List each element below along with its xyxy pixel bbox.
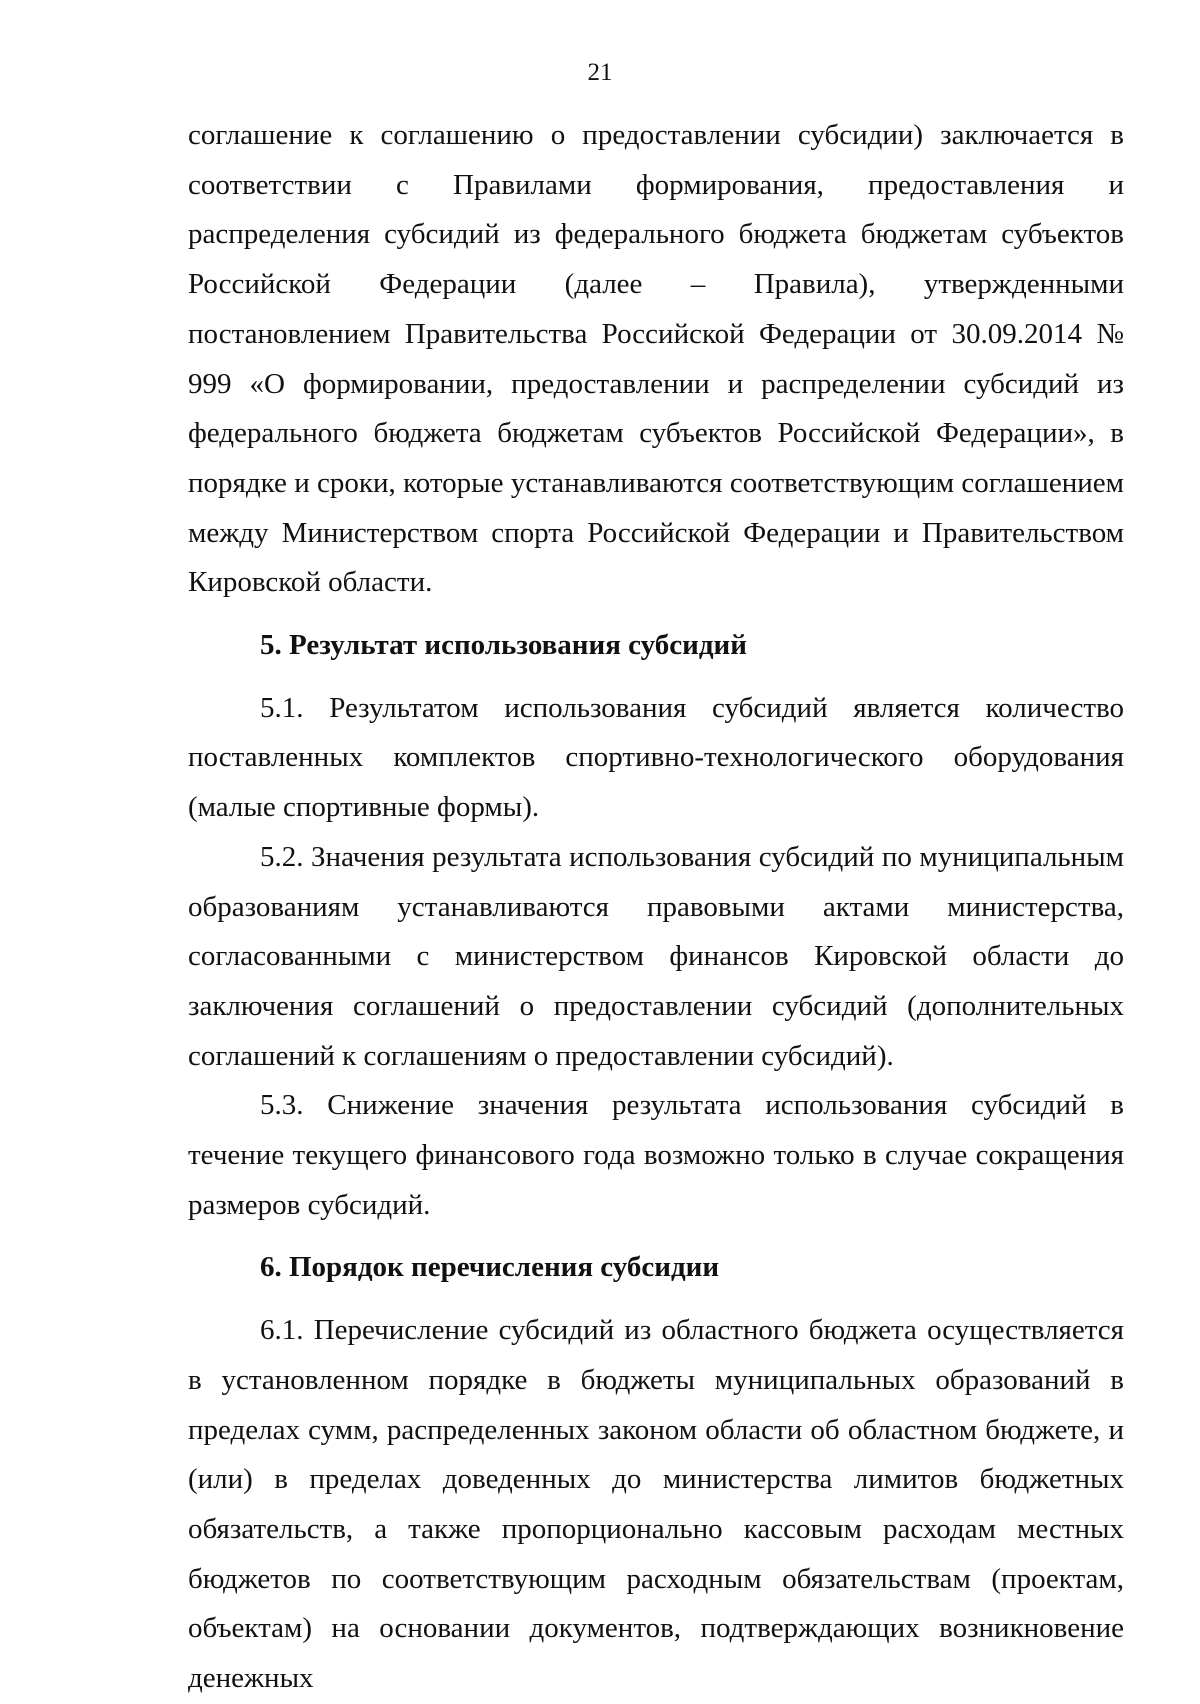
paragraph-intro: соглашение к соглашению о предоставлении субсидии) заключается в соответствии с Правилами формирования, предоставления и распределения субсидий из федерального бюджета бюджетам субъектов Российской Федерации (далее – Правила), утвержденными постановлением Правительства Российской Федерации от 30.09.2014 № 999 «О формировании, предоставлении и распределении субсидий из федерального бюджета бюджетам субъектов Российской Федерации», в порядке и сроки, которые устанавливаются соответствующим соглашением между Министерством спорта Российской Федерации и Правительством Кировской области. xyxy=(188,119,1124,599)
page-number: 21 xyxy=(587,59,613,86)
section-heading-5: 5. Результат использования субсидий xyxy=(260,629,747,662)
section-heading-6: 6. Порядок перечисления субсидии xyxy=(260,1251,720,1284)
paragraph-6-1: 6.1. Перечисление субсидий из областного бюджета осуществляется в установленном порядке в бюджеты муниципальных образований в пределах сумм, распределенных законом области об областном бюджете, и (или) в пределах доведенных до министерства лимитов бюджетных обязательств, а также пропорционально кассовым расходам местных бюджетов по соответствующим расходным обязательствам (проектам, объектам) на основании документов, подтверждающих возникновение денежных xyxy=(188,1314,1124,1695)
paragraph-5-3: 5.3. Снижение значения результата использования субсидий в течение текущего финансового года возможно только в случае сокращения размеров субсидий. xyxy=(188,1089,1124,1221)
document-body xyxy=(188,111,1124,1704)
paragraph-5-1: 5.1. Результатом использования субсидий является количество поставленных комплектов спортивно-технологического оборудования (малые спортивные формы). xyxy=(188,691,1124,824)
paragraph-5-2: 5.2. Значения результата использования субсидий по муниципальным образованиям устанавливаются правовыми актами министерства, согласованными с министерством финансов Кировской области до заключения соглашений о предоставлении субсидий (дополнительных соглашений к соглашениям о предоставлении субсидий). xyxy=(188,840,1124,1072)
